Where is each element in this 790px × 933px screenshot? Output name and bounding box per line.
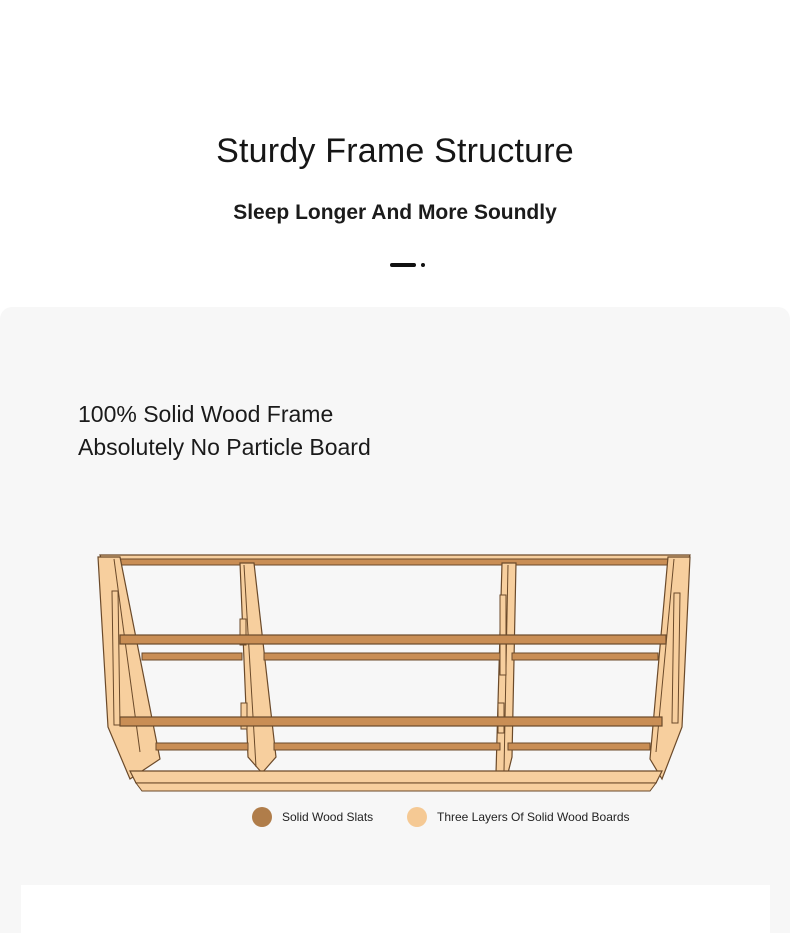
frame-divider-right (496, 563, 516, 773)
carousel-dot[interactable] (421, 263, 425, 267)
frame-divider-left (240, 563, 276, 773)
carousel-dot-active[interactable] (390, 263, 416, 267)
frame-right-side (650, 557, 690, 779)
frame-slat-upper (120, 635, 666, 660)
feature-panel (0, 307, 790, 933)
frame-base-board (130, 771, 662, 791)
legend-label-boards: Three Layers Of Solid Wood Boards (437, 810, 630, 824)
frame-left-side (98, 557, 160, 779)
legend (0, 805, 790, 829)
legend-item-boards (407, 805, 630, 829)
frame-back-board (100, 555, 690, 565)
hero-section (0, 0, 790, 307)
legend-label-slats: Solid Wood Slats (282, 810, 374, 824)
page-title: Sturdy Frame Structure (216, 132, 574, 170)
bed-frame-illustration (90, 547, 700, 797)
legend-swatch-boards (407, 807, 427, 827)
page-subtitle: Sleep Longer And More Soundly (233, 201, 557, 224)
legend-swatch-slats (252, 807, 272, 827)
legend-item-slats (252, 805, 373, 829)
feature-heading-line1: 100% Solid Wood Frame (78, 401, 334, 427)
frame-slat-lower (120, 717, 662, 750)
feature-heading-line2: Absolutely No Particle Board (78, 434, 371, 460)
next-section-card (21, 885, 770, 933)
